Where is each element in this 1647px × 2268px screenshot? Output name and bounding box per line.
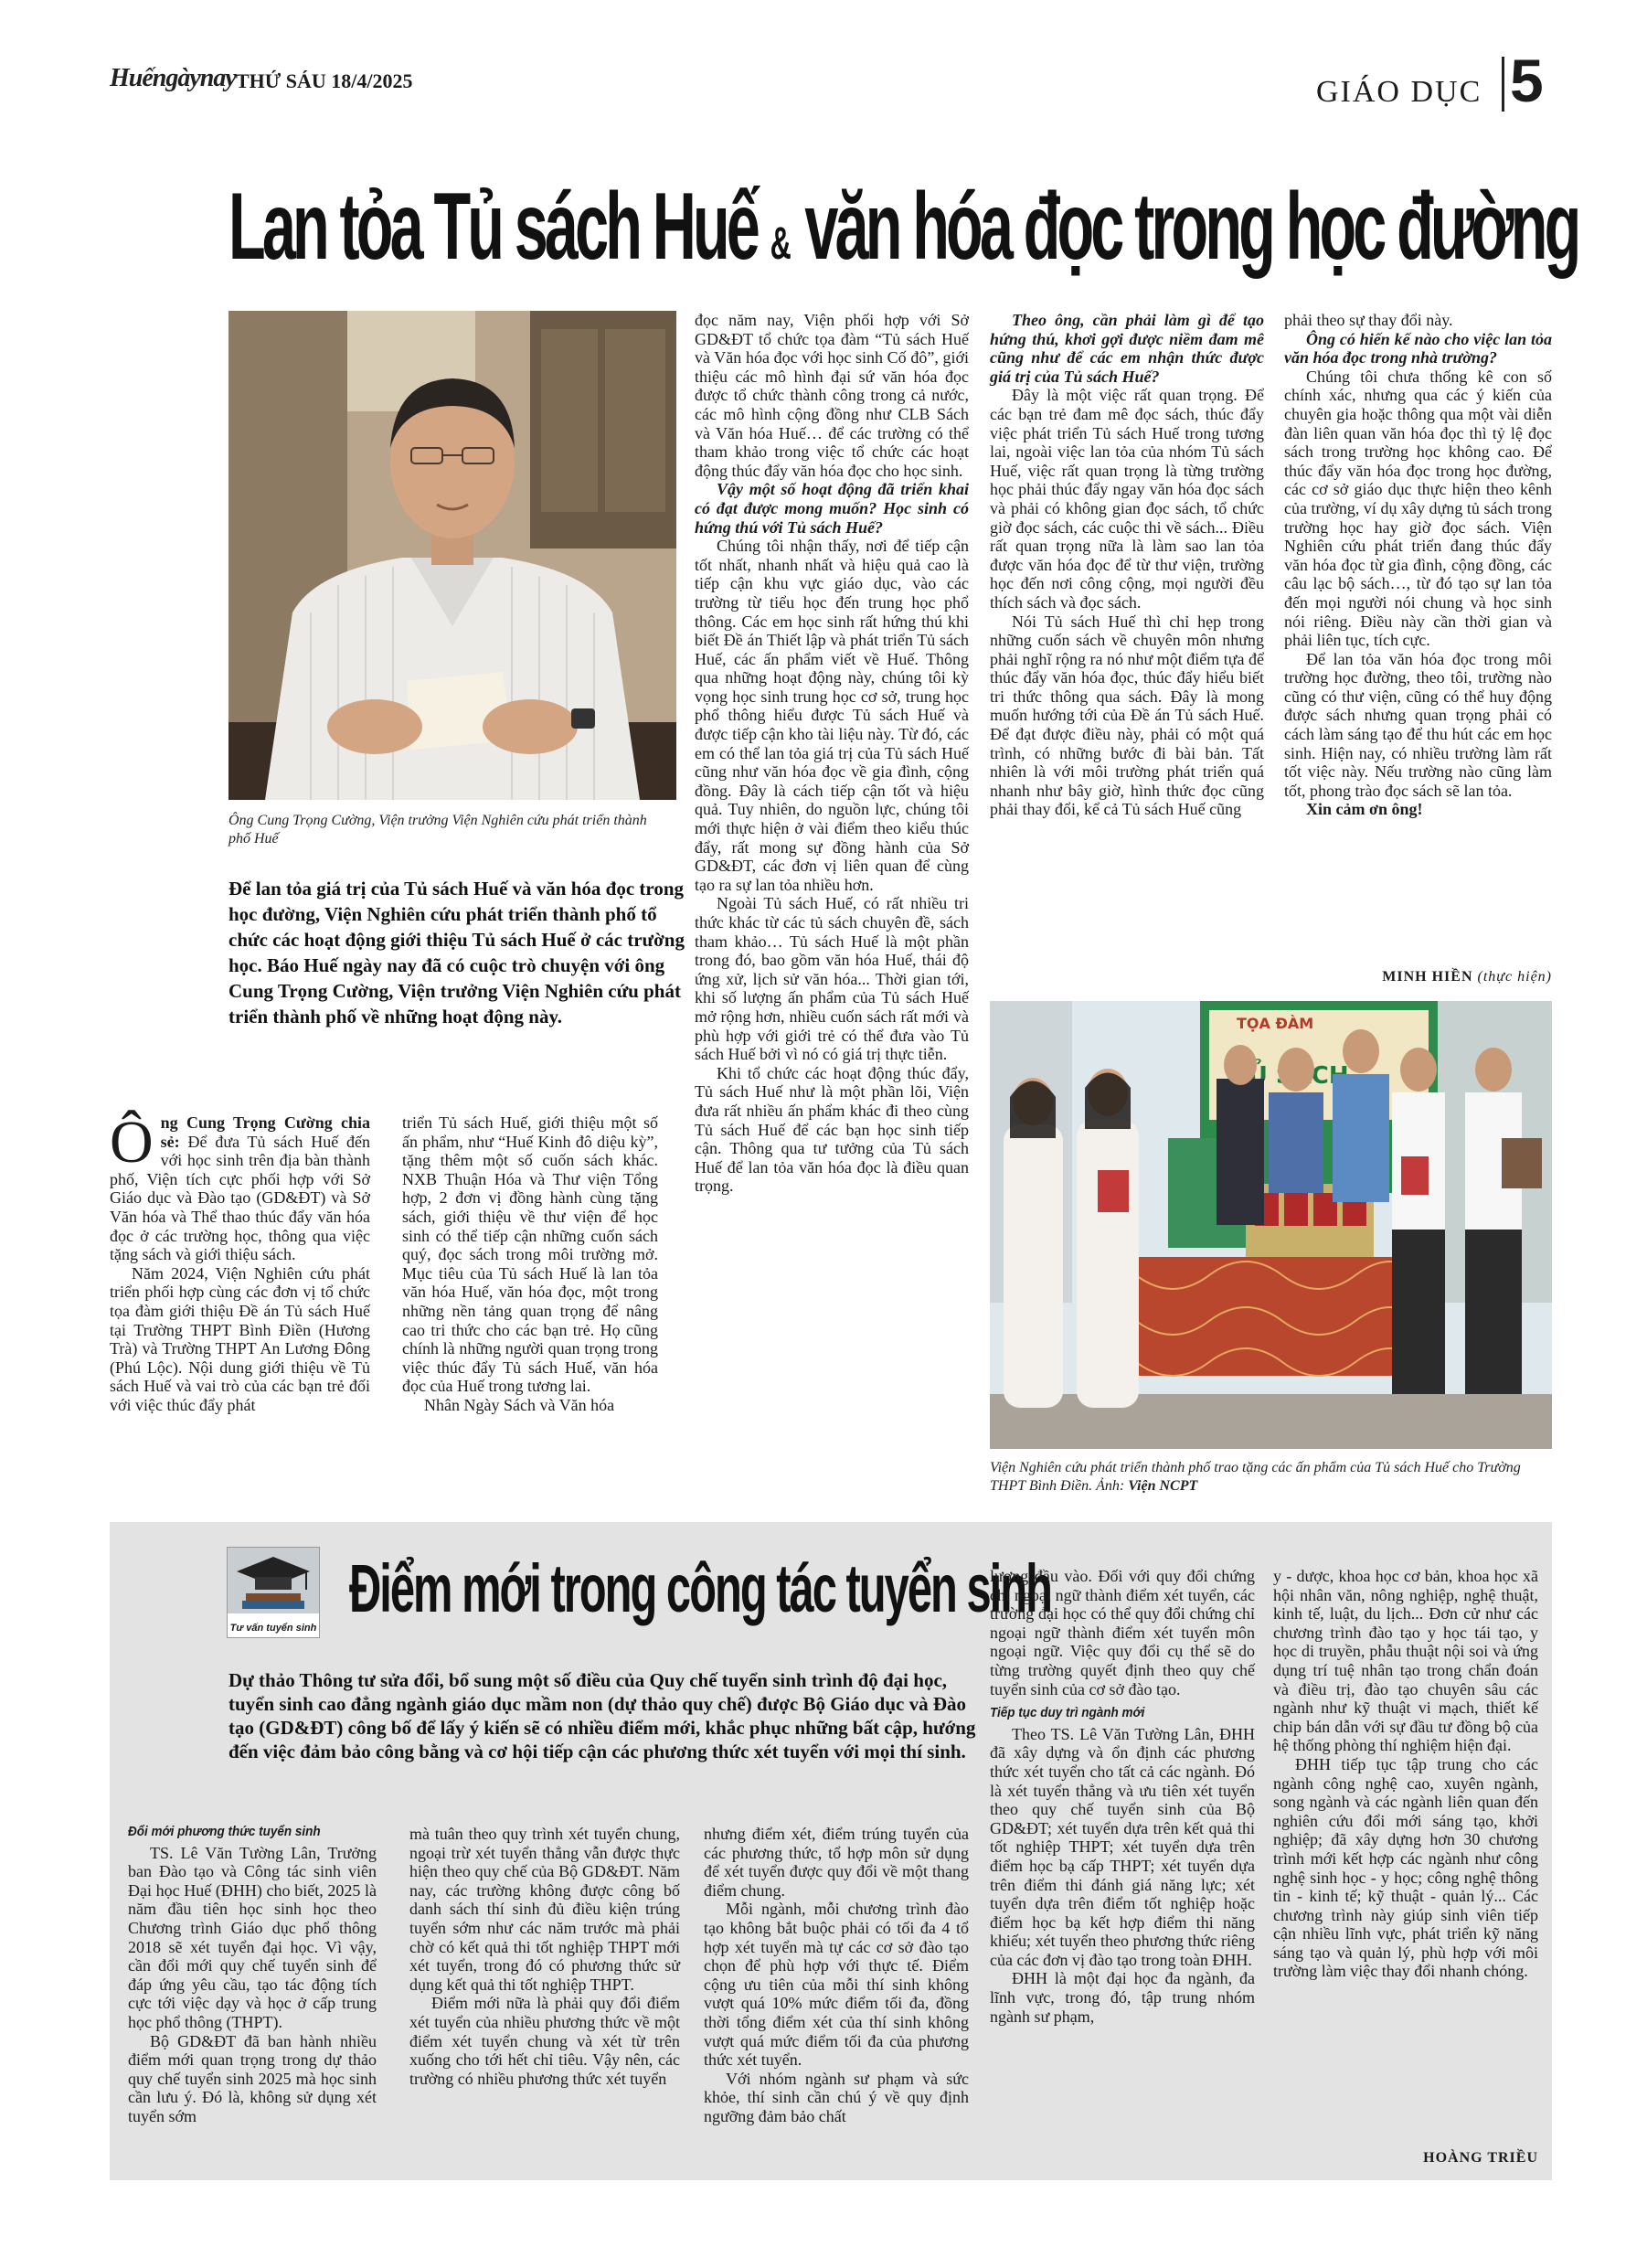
interview-question: Ông có hiến kế nào cho việc lan tỏa văn hóa đọc trong nhà trường? — [1284, 329, 1552, 367]
headline-part-a: Lan tỏa Tủ sách Huế — [228, 174, 757, 280]
paragraph: Theo TS. Lê Văn Tường Lân, ĐHH đã xây dựng và ổn định các phương thức xét tuyển cho tất cả các ngành. Đó là xét tuyển thẳng và ưu tiên xét tuyển theo quy chế tuyển sinh của Bộ GD&ĐT; xét tuyển dựa trên kết quả thi tốt nghiệp THPT; xét tuyển dựa trên điểm học bạ cấp THPT; xét tuyển dựa trên điểm thi đánh giá năng lực; xét tuyển dựa trên điểm tốt nghiệp hoặc điểm học bạ kết hợp điểm thi năng khiếu; xét tuyển theo phương thức riêng của các đơn vị đào tạo trong toàn ĐHH. — [990, 1724, 1255, 1969]
paragraph: Bộ GD&ĐT đã ban hành nhiều điểm mới quan trọng trong dự thảo quy chế tuyển sinh 2025 mà học sinh cần lưu ý. Đó là, không sử dụng xét tuyển sớm — [128, 2031, 377, 2125]
section-divider — [1502, 57, 1504, 112]
paragraph: Với nhóm ngành sư phạm và sức khỏe, thí sinh cần chú ý về quy định ngưỡng đảm bảo chất — [704, 2069, 969, 2125]
headline-part-b: văn hóa đọc trong học đường — [804, 174, 1578, 280]
paragraph: y - dược, khoa học cơ bản, khoa học xã hội nhân văn, nông nghiệp, nghệ thuật, kinh tế, luật, du lịch... Đơn cử như các chương trình đào tạo y học tái tạo, y học di truyền, phẫu thuật nội soi và ứng dụng trí tuệ nhân tạo trong chẩn đoán và điều trị, đào tạo chuyên sâu các ngành như kỹ thuật vi mạch, thiết kế chip bán dẫn với sự đầu tư đồng bộ của hệ thống phòng thí nghiệm hiện đại. — [1273, 1567, 1538, 1755]
photo-credit: Viện NCPT — [1128, 1478, 1198, 1494]
issue-date: THỨ SÁU 18/4/2025 — [236, 69, 413, 92]
article2-headline: Điểm mới trong công tác tuyển sinh — [349, 1550, 1051, 1626]
paragraph: Đây là một việc rất quan trọng. Để các bạn trẻ đam mê đọc sách, thúc đẩy việc phát triển Tủ sách Huế trong tương lai, ngoài việc lan tỏa của nhóm Tủ sách Huế, việc rất quan trọng là từng trường học phải thúc đẩy ngay văn hóa đọc sách và phải có không gian đọc sách, tổ chức giờ đọc sách, các cuộc thi về sách... Điều rất quan trọng nữa là làm sao lan tỏa được văn hóa đọc để từ thư viện, trường học đến nơi công cộng, mọi người đều thích sách và đọc sách. — [990, 386, 1264, 612]
closing-thanks: Xin cảm ơn ông! — [1306, 800, 1423, 819]
paragraph: nhưng điểm xét, điểm trúng tuyển của các phương thức, tổ hợp môn sử dụng để xét tuyển được quy đổi về một thang điểm chung. — [704, 1825, 969, 1900]
paragraph: Năm 2024, Viện Nghiên cứu phát triển phối hợp cùng các đơn vị tổ chức tọa đàm giới thiệu Đề án Tủ sách Huế tại Trường THPT Bình Điền (Hương Trà) và Trường THPT An Lương Đông (Phú Lộc). Nội dung giới thiệu về Tủ sách Huế và vai trò của các bạn trẻ đối với việc thúc đẩy phát — [110, 1263, 370, 1414]
article2-sapo: Dự thảo Thông tư sửa đổi, bổ sung một số điều của Quy chế tuyển sinh trình độ đại học, tuyển sinh cao đẳng ngành giáo dục mầm non (dự thảo quy chế) được Bộ Giáo dục và Đào tạo (GD&ĐT) công bố để lấy ý kiến sẽ có nhiều điểm mới, khắc phục những bất cập, hướng đến việc đảm bảo công bằng và cơ hội tiếp cận các phương thức xét tuyển với mọi thí sinh. — [228, 1669, 976, 1762]
graduation-cap-icon — [228, 1548, 319, 1613]
paragraph: Nhân Ngày Sách và Văn hóa — [424, 1395, 615, 1414]
paragraph: ĐHH là một đại học đa ngành, đa lĩnh vực, trong đó, tập trung nhóm ngành sư phạm, — [990, 1969, 1255, 2026]
paragraph: Điểm mới nữa là phải quy đổi điểm xét tuyển của nhiều phương thức về một điểm xét tuyển chung và xét từ trên xuống cho tới hết chỉ tiêu. Vậy nên, các trường có nhiều phương thức xét tuyển — [409, 1994, 680, 2088]
article1-headline — [228, 163, 1578, 291]
caption-text: Viện Nghiên cứu phát triển thành phố trao tặng các ấn phẩm của Tủ sách Huế cho Trường THPT Bình Điền. Ảnh: — [990, 1460, 1521, 1494]
article1-byline — [1284, 969, 1552, 985]
portrait-photo — [228, 311, 676, 800]
paragraph: mà tuân theo quy trình xét tuyển chung, ngoại trừ xét tuyển thẳng vẫn được thực hiện theo quy chế của Bộ GD&ĐT. Năm nay, các trường không được công bố danh sách thí sinh đủ điều kiện trúng tuyển sớm như các năm trước mà phải chờ có kết quả thi tốt nghiệp THPT mới xét tuyển, trong đó có phương thức sử dụng kết quả thi tốt nghiệp THPT. — [409, 1825, 680, 1994]
article1-column-1 — [110, 1109, 370, 1415]
section-label: GIÁO DỤC — [1316, 75, 1482, 109]
byline-name: MINH HIỀN — [1382, 969, 1473, 985]
paragraph: Chúng tôi nhận thấy, nơi để tiếp cận tốt nhất, nhanh nhất và hiệu quả cao là tiếp cận khu vực giáo dục, vào các trường từ tiểu học đến trung học phổ thông. Các em học sinh rất hứng thú khi biết Đề án Thiết lập và phát triển Tủ sách Huế, các ấn phẩm viết về Huế. Thông qua những hoạt động này, chúng tôi kỳ vọng học sinh trung học cơ sở, trung học phổ thông hiểu được Tủ sách Huế và được tiếp cận kho tài liệu này. Từ đó, các em có thể lan tỏa giá trị của Tủ sách Huế cũng như văn hóa đọc về gia đình, cộng đồng. Đây là cách tiếp cận tốt và hiệu quả. Tuy nhiên, do nguồn lực, chúng tôi mới thực hiện ở vài điểm theo kiểu thúc đẩy, rất mong sự đồng hành của Sở GD&ĐT, các đơn vị liên quan để cùng tạo ra sự lan tỏa nhiều hơn. — [695, 537, 969, 894]
article2-column-1 — [128, 1817, 377, 2126]
subheading: Tiếp tục duy trì ngành mới — [990, 1705, 1145, 1721]
portrait-illustration — [228, 311, 676, 800]
paragraph: Ngoài Tủ sách Huế, có rất nhiều tri thức khác từ các tủ sách chuyên đề, sách tham khảo… Tủ sách Huế là một phần trong đó, bao gồm văn hóa Huế, thái độ ứng xử, lịch sử văn hóa... Thời gian tới, khi số lượng ấn phẩm của Tủ sách Huế mở rộng hơn, nhiều cuốn sách rất mới và phù hợp với giới trẻ có thể đưa vào Tủ sách Huế bởi vì nó có giá trị thực tiễn. — [695, 894, 969, 1064]
interview-question: Theo ông, cần phải làm gì để tạo hứng thú, khơi gợi được niềm đam mê cũng như để các em nhận thức được giá trị của Tủ sách Huế? — [990, 311, 1264, 386]
event-caption — [990, 1459, 1552, 1496]
event-photo — [990, 1001, 1552, 1449]
article1-column-3 — [695, 311, 969, 1196]
paragraph: đọc năm nay, Viện phối hợp với Sở GD&ĐT tổ chức tọa đàm “Tủ sách Huế và Văn hóa đọc với học sinh Cố đô”, giới thiệu các mô hình đại sứ văn hóa đọc được tổ chức thành công trong cả nước, các mô hình cộng đồng như CLB Sách và Văn hóa Huế… để các trường có thể tham khảo trong việc tổ chức các hoạt động thúc đẩy văn hóa đọc cho học sinh. — [695, 311, 969, 480]
admissions-icon-label: Tư vấn tuyển sinh — [229, 1623, 317, 1634]
article2-column-3 — [704, 1825, 969, 2126]
paragraph: Để đưa Tủ sách Huế đến với học sinh trên địa bàn thành phố, Viện tích cực phối hợp với Sở Giáo dục và Đào tạo (GD&ĐT) và Sở Văn hóa và Thể thao thúc đẩy văn hóa đọc ở các trường học, thông qua việc tặng sách và giới thiệu sách. — [110, 1132, 370, 1264]
paragraph: ĐHH tiếp tục tập trung cho các ngành công nghệ cao, xuyên ngành, song ngành và các ngành liên quan đến nghiên cứu đổi mới sáng tạo, khởi nghiệp; đã xây dựng hơn 30 chương trình mới kết hợp các ngành như công nghệ sinh học - y học; công nghệ thông tin - kinh tế; kỹ thuật - quản lý... Các chương trình này giúp sinh viên tiếp cận nhiều lĩnh vực, phát triển kỹ năng sáng tạo và quản lý, phù hợp với môi trường làm việc thay đổi nhanh chóng. — [1273, 1754, 1538, 1981]
page-number: 5 — [1510, 47, 1544, 114]
lead-speaker: ng Cung Trọng Cường chia sẻ: — [160, 1113, 370, 1151]
article1-column-2 — [402, 1113, 658, 1415]
paragraph: phải theo sự thay đổi này. — [1284, 311, 1453, 329]
interview-question: Vậy một số hoạt động đã triển khai có đạt được mong muốn? Học sinh có hứng thú với Tủ sách Huế? — [695, 480, 969, 537]
paragraph: Mỗi ngành, mỗi chương trình đào tạo không bắt buộc phải có tối đa 4 tổ hợp xét tuyển mà tự các cơ sở đào tạo chọn để phù hợp với thực tế. Điểm cộng ưu tiên của mỗi thí sinh không vượt quá 10% mức điểm tối đa, đồng thời tổng điểm xét của thí sinh không vượt quá mức điểm tối đa của phương thức xét tuyển. — [704, 1900, 969, 2070]
paragraph: TS. Lê Văn Tường Lân, Trưởng ban Đào tạo và Công tác sinh viên Đại học Huế (ĐHH) cho biết, 2025 là năm đầu tiên học sinh học theo Chương trình Giáo dục phổ thông 2018 sẽ xét tuyển đại học. Vì vậy, cần đổi mới quy chế tuyển sinh để đáp ứng yêu cầu, tạo tác động tích cực tới việc dạy và học ở cấp trung học phổ thông (THPT). — [128, 1843, 377, 2031]
article1-column-4 — [990, 311, 1264, 819]
banner-toa-dam: TỌA ĐÀM — [1237, 1015, 1314, 1032]
article1-sapo: Để lan tỏa giá trị của Tủ sách Huế và văn hóa đọc trong học đường, Viện Nghiên cứu phát triển thành phố tổ chức các hoạt động giới thiệu Tủ sách Huế ở các trường học. Báo Huế ngày nay đã có cuộc trò chuyện với ông Cung Trọng Cường, Viện trưởng Viện Nghiên cứu phát triển thành phố về những hoạt động này. — [228, 878, 685, 1028]
paragraph: Để lan tỏa văn hóa đọc trong môi trường học đường, theo tôi, trường nào cũng có thư viện, cũng có thể huy động được sách nhưng quan trọng phải có cách làm sáng tạo để thu hút các em học sinh. Hiện nay, có nhiều trường làm rất tốt việc này. Nếu trường nào cũng làm tốt, phong trào đọc sách sẽ lan tỏa. — [1284, 649, 1552, 800]
paragraph: triển Tủ sách Huế, giới thiệu một số ấn phẩm, như “Huế Kinh đô diệu kỳ”, tặng thêm một số cuốn sách khác. NXB Thuận Hóa và Thư viện Tổng hợp, 2 đơn vị đồng hành cùng tặng sách, giới thiệu về thư viện để học sinh có thể tiếp cận những cuốn sách quý, đọc sách trong môi trường mở. Mục tiêu của Tủ sách Huế là lan tỏa văn hóa Huế, văn hóa đọc, một trong những nền tảng quan trọng để nâng cao tri thức cho các bạn trẻ. Họ cũng chính là những người quan trọng trong việc thúc đẩy Tủ sách Huế, văn hóa đọc của Huế trong tương lai. — [402, 1113, 658, 1396]
article2-column-5 — [1273, 1567, 1538, 1981]
drop-cap: Ô — [110, 1109, 154, 1176]
article2-byline: HOÀNG TRIỀU — [1423, 2150, 1538, 2166]
headline-ampersand: & — [770, 218, 792, 269]
admissions-icon — [227, 1547, 320, 1638]
paragraph: Chúng tôi chưa thống kê con số chính xác, nhưng qua các ý kiến của chuyên gia hoặc thông qua một vài diễn đàn liên quan văn hóa đọc thì tỷ lệ đọc sách trong trường học không cao. Để thúc đẩy văn hóa đọc trong học đường, các cơ sở giáo dục thực hiện theo kênh của trường, ví dụ xây dựng tủ sách trong trường học hay giờ đọc sách. Viện Nghiên cứu phát triển đang thúc đẩy văn hóa đọc từ gia đình, cộng đồng, các câu lạc bộ sách…, từ đó tạo sự lan tỏa đến mọi người nói chung và học sinh nói riêng. Điều này cần thời gian và phải liên tục, tích cực. — [1284, 367, 1552, 650]
event-illustration — [990, 1001, 1552, 1449]
byline-role: (thực hiện) — [1477, 969, 1552, 985]
article1-column-5 — [1284, 311, 1552, 819]
subheading: Đổi mới phương thức tuyển sinh — [128, 1824, 321, 1839]
portrait-caption: Ông Cung Trọng Cường, Viện trưởng Viện Nghiên cứu phát triển thành phố Huế — [228, 813, 647, 847]
article2-column-4 — [990, 1567, 1255, 2026]
article2-column-2 — [409, 1825, 680, 2088]
newspaper-brand: Huếngàynay — [110, 64, 236, 92]
paragraph: lượng đầu vào. Đối với quy đổi chứng chỉ ngoại ngữ thành điểm xét tuyển, các trường đại học có thể quy đổi chứng chỉ ngoại ngữ thành điểm xét tuyển môn ngoại ngữ. Việc quy đổi cụ thể sẽ do từng trường quyết định theo quy chế tuyển sinh của cơ sở đào tạo. — [990, 1567, 1255, 1698]
paragraph: Khi tổ chức các hoạt động thúc đẩy, Tủ sách Huế như là một phần lõi, Viện đưa rất nhiều ấn phẩm khác đi theo cùng Tủ sách Huế để các bạn học sinh tiếp cận. Thông qua tư tưởng của Tủ sách Huế để lan tỏa văn hóa đọc là điều quan trọng. — [695, 1063, 969, 1196]
paragraph: Nói Tủ sách Huế thì chỉ hẹp trong những cuốn sách về chuyên môn nhưng phải nghĩ rộng ra nó như một điểm tựa để thúc đẩy văn hóa đọc, thúc đẩy hiểu biết tri thức thông qua sách. Đây là mong muốn hướng tới của Đề án Tủ sách Huế. Để đạt được điều này, phải có một quá trình, có những bước đi bài bản. Tất nhiên là với môi trường phát triển quá nhanh như bây giờ, hình thức đọc cũng phải thay đổi, kể cả Tủ sách Huế cũng — [990, 612, 1264, 819]
